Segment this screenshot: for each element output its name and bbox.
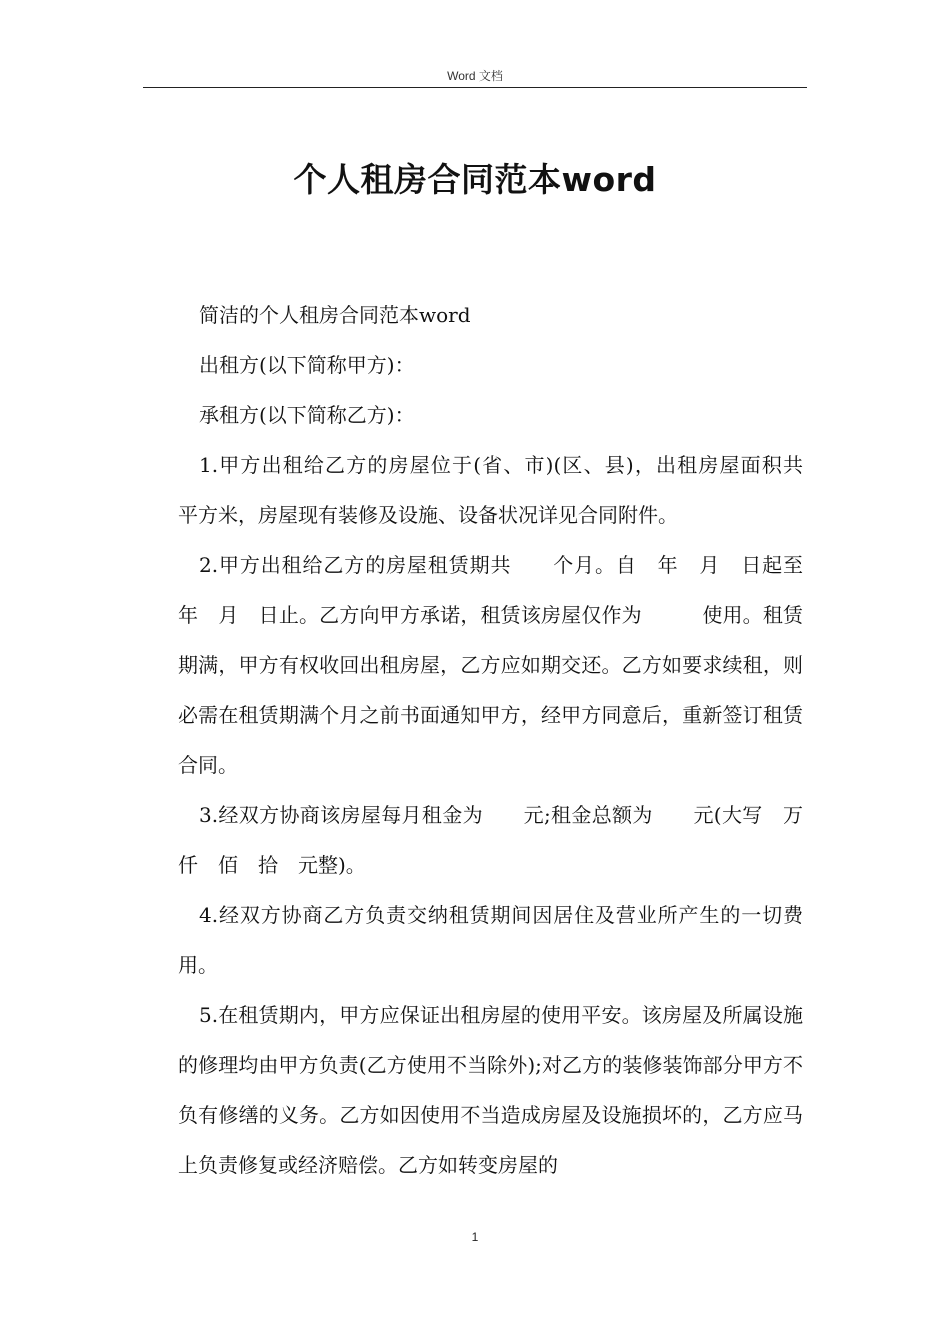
clause-3: 3.经双方协商该房屋每月租金为 元;租金总额为 元(大写 万 仟 佰 拾 元整)。 <box>178 803 823 877</box>
clause-4: 4.经双方协商乙方负责交纳租赁期间因居住及营业所产生的一切费用。 <box>178 903 803 977</box>
document-body <box>178 290 823 1190</box>
paragraph-lessor: 出租方(以下简称甲方)： <box>199 353 415 377</box>
clause-5: 5.在租赁期内，甲方应保证出租房屋的使用平安。该房屋及所属设施的修理均由甲方负责(乙方使用不当除外);对乙方的装修装饰部分甲方不负有修缮的义务。乙方如因使用不当造成房屋及设施损坏的，乙方应马上负责修复或经济赔偿。乙方如转变房屋的 <box>178 1003 803 1177</box>
document-title: 个人租房合同范本word <box>293 160 657 199</box>
paragraph-subtitle: 简洁的个人租房合同范本word <box>199 303 471 327</box>
page-number: 1 <box>471 1230 479 1244</box>
clause-1: 1.甲方出租给乙方的房屋位于(省、市)(区、县)，出租房屋面积共 平方米，房屋现有装修及设施、设备状况详见合同附件。 <box>178 453 823 527</box>
paragraph-lessee: 承租方(以下简称乙方)： <box>199 403 415 427</box>
page-header-text: Word 文档 <box>447 69 503 83</box>
clause-2: 2.甲方出租给乙方的房屋租赁期共 个月。自 年 月 日起至 年 月 日止。乙方向甲方承诺，租赁该房屋仅作为 使用。租赁期满，甲方有权收回出租房屋，乙方应如期交还。乙方如要求续租，则必需在租赁期满个月之前书面通知甲方，经甲方同意后，重新签订租赁合同。 <box>178 553 823 777</box>
header-divider <box>143 87 807 88</box>
